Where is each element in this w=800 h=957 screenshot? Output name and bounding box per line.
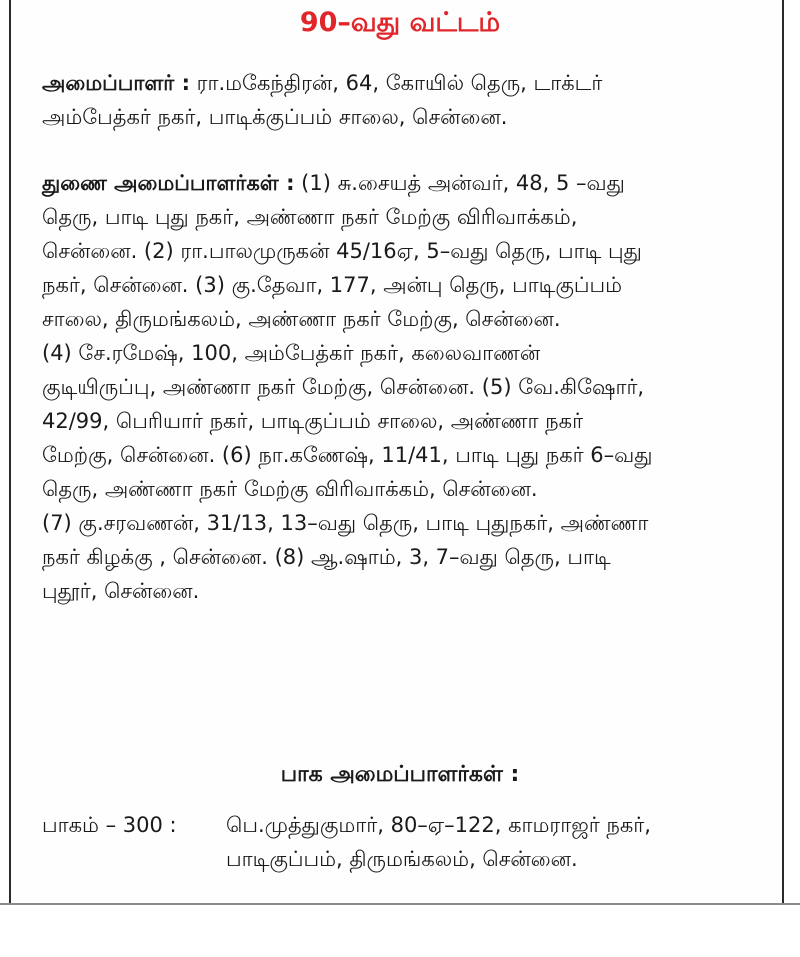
deputy-line-6: (4) சே.ரமேஷ், 100, அம்பேத்கர் நகர், கலைவாணன் — [42, 341, 541, 365]
part-organizer-line-2: பாடிகுப்பம், திருமங்கலம், சென்னை. — [226, 847, 578, 871]
organizer-paragraph — [42, 66, 767, 134]
part-number: பாகம் – 300 : — [42, 813, 177, 837]
deputy-line-5: சாலை, திருமங்கலம், அண்ணா நகர் மேற்கு, சென்னை. — [42, 307, 561, 331]
deputy-organizers-label: துணை அமைப்பாளர்கள் : — [42, 171, 295, 195]
deputy-line-11: (7) கு.சரவணன், 31/13, 13–வது தெரு, பாடி புதுநகர், அண்ணா — [42, 511, 649, 535]
deputy-organizers-paragraph — [42, 166, 767, 608]
organizer-line-1 — [42, 66, 767, 100]
organizer-label: அமைப்பாளர் : — [42, 71, 190, 95]
part-organizers-heading: பாக அமைப்பாளர்கள் : — [280, 762, 520, 787]
organizer-line-2: அம்பேத்கர் நகர், பாடிக்குப்பம் சாலை, சென்னை. — [42, 105, 508, 129]
deputy-line-12: நகர் கிழக்கு , சென்னை. (8) ஆ.ஷாம், 3, 7–வது தெரு, பாடி — [42, 545, 611, 569]
bottom-divider — [0, 903, 800, 905]
deputy-text: (1) சு.சையத் அன்வர், 48, 5 –வது — [301, 171, 625, 195]
deputy-line-10: தெரு, அண்ணா நகர் மேற்கு விரிவாக்கம், சென்னை. — [42, 477, 538, 501]
deputy-line-3: சென்னை. (2) ரா.பாலமுருகன் 45/16ஏ, 5–வது தெரு, பாடி புது — [42, 239, 642, 263]
part-organizer-line-1: பெ.முத்துகுமார், 80–ஏ–122, காமராஜர் நகர், — [226, 813, 651, 837]
organizer-text: ரா.மகேந்திரன், 64, கோயில் தெரு, டாக்டர் — [196, 71, 603, 95]
deputy-line-8: 42/99, பெரியார் நகர், பாடிகுப்பம் சாலை, அண்ணா நகர் — [42, 409, 584, 433]
deputy-line-9: மேற்கு, சென்னை. (6) நா.கணேஷ், 11/41, பாடி புது நகர் 6–வது — [42, 443, 653, 467]
deputy-line-4: நகர், சென்னை. (3) கு.தேவா, 177, அன்பு தெரு, பாடிகுப்பம் — [42, 273, 623, 297]
deputy-line-2: தெரு, பாடி புது நகர், அண்ணா நகர் மேற்கு விரிவாக்கம், — [42, 205, 578, 229]
deputy-line-7: குடியிருப்பு, அண்ணா நகர் மேற்கு, சென்னை. (5) வே.கிஷோர், — [42, 375, 645, 399]
deputy-line-13: புதூர், சென்னை. — [42, 579, 200, 603]
ward-title: 90–வது வட்டம் — [299, 7, 501, 38]
deputy-line-1 — [42, 166, 767, 200]
